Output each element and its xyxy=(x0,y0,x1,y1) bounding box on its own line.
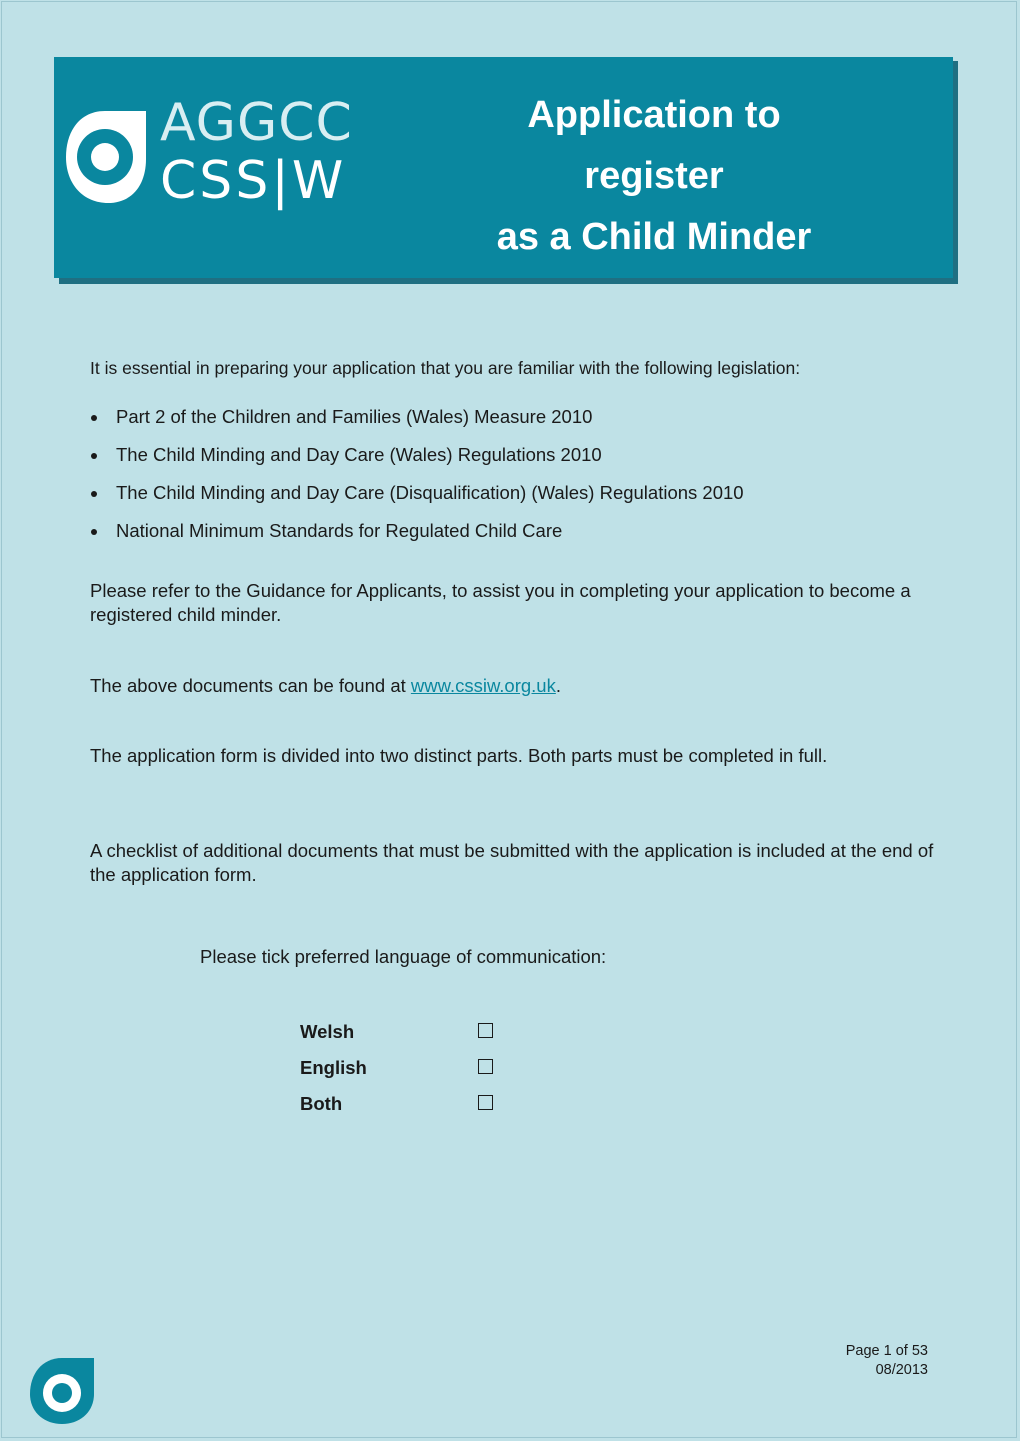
cssiw-logo-icon xyxy=(62,101,148,209)
checklist-paragraph: A checklist of additional documents that must be submitted with the application is included at the end of the application form. xyxy=(90,840,934,885)
page-number: Page 1 of 53 xyxy=(845,1343,928,1359)
guidance-paragraph: Please refer to the Guidance for Applicants, to assist you in completing your application to become a registered child minder. xyxy=(90,580,911,625)
language-prompt: Please tick preferred language of communication: xyxy=(200,946,607,967)
logo-line-welsh: AGGCC xyxy=(160,93,353,153)
list-item: Part 2 of the Children and Families (Wales) Measure 2010 xyxy=(90,405,744,443)
list-item: National Minimum Standards for Regulated Child Care xyxy=(90,519,744,557)
language-option-welsh xyxy=(300,1021,500,1051)
documents-paragraph xyxy=(90,674,940,698)
title-line-1: Application to xyxy=(527,94,781,136)
header-banner xyxy=(54,57,953,278)
title-line-2: register xyxy=(584,155,724,197)
list-item: The Child Minding and Day Care (Disqualification) (Wales) Regulations 2010 xyxy=(90,481,744,519)
documents-suffix: . xyxy=(555,675,561,696)
english-checkbox[interactable] xyxy=(478,1059,493,1074)
list-item: The Child Minding and Day Care (Wales) Regulations 2010 xyxy=(90,443,744,481)
language-label: Both xyxy=(300,1093,343,1114)
cssiw-logo xyxy=(62,93,362,211)
documents-prefix: The above documents can be found at xyxy=(90,675,411,696)
welsh-checkbox[interactable] xyxy=(478,1023,493,1038)
cssiw-website-link[interactable]: www.cssiw.org.uk xyxy=(410,675,556,696)
document-date: 08/2013 xyxy=(875,1362,928,1378)
language-option-both xyxy=(300,1093,500,1123)
parts-paragraph: The application form is divided into two distinct parts. Both parts must be completed in full. xyxy=(90,745,828,766)
language-option-english xyxy=(300,1057,500,1087)
legislation-list xyxy=(90,405,744,557)
language-label: English xyxy=(300,1057,367,1078)
footer-logo-icon xyxy=(28,1356,96,1426)
logo-text xyxy=(160,93,353,211)
page-title xyxy=(444,85,864,268)
language-label: Welsh xyxy=(300,1021,355,1042)
logo-line-english: CSS|W xyxy=(160,151,347,211)
page-footer xyxy=(846,1342,928,1380)
both-checkbox[interactable] xyxy=(478,1095,493,1110)
intro-text: It is essential in preparing your application that you are familiar with the following legislation: xyxy=(90,358,801,378)
title-line-3: as a Child Minder xyxy=(496,216,812,258)
